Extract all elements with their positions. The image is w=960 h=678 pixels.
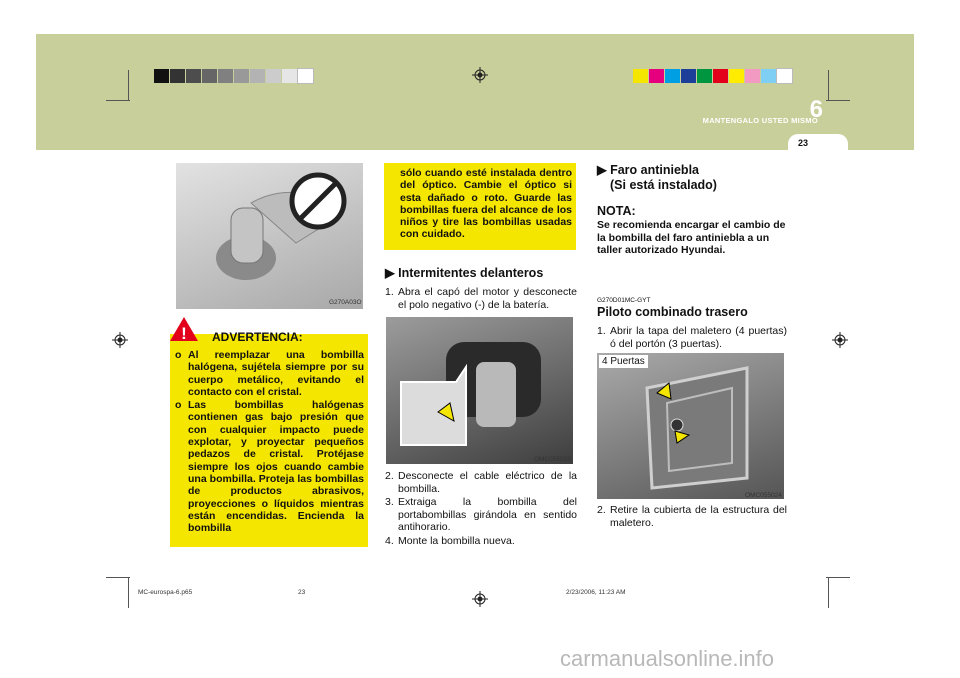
turn-signal-section xyxy=(385,266,577,312)
chapter-number: 6 xyxy=(809,96,823,123)
header-band xyxy=(36,34,914,150)
color-swatch xyxy=(170,69,185,83)
image-code: OMC055023 xyxy=(534,456,571,463)
color-swatch xyxy=(777,69,792,83)
exclamation-triangle-icon xyxy=(169,316,199,342)
step-item: 3. Extraiga la bombilla del portabombillas girándola en sentido antihorario. xyxy=(385,496,577,533)
color-swatch xyxy=(250,69,265,83)
registration-mark-icon xyxy=(472,67,488,83)
image-code: OMC055024 xyxy=(745,492,782,499)
warning-box xyxy=(170,324,368,547)
triangle-bullet-icon: ▶ xyxy=(597,163,611,177)
warning-box-continued: sólo cuando esté instalada dentro del óptico. Cambie el óptico si esta dañado o roto. Guarde las bombillas fuera del alcance de los niños y tire las bombillas usadas con cuidado. xyxy=(384,163,576,250)
turn-signal-image xyxy=(386,317,573,464)
step-item: 1. Abrir la tapa del maletero (4 puertas) ó del portón (3 puertas). xyxy=(597,325,787,350)
color-swatch xyxy=(282,69,297,83)
trunk-cover-image xyxy=(597,353,784,499)
color-swatch xyxy=(745,69,760,83)
reference-code: G270D01MC-GYT xyxy=(597,297,651,304)
color-swatch xyxy=(154,69,169,83)
svg-text:!: ! xyxy=(181,324,187,342)
step-item: 2. Desconecte el cable eléctrico de la bombilla. xyxy=(385,470,577,495)
watermark: carmanualsonline.info xyxy=(560,646,775,671)
step-item: 1. Abra el capó del motor y desconecte el polo negativo (-) de la batería. xyxy=(385,286,577,311)
section-heading: ▶ Faro antiniebla xyxy=(597,163,699,177)
fog-lamp-section: ▶ Faro antiniebla (Si está instalado) NOTA: Se recomienda encargar el cambio de la bombilla del faro antiniebla a un taller autorizado Hyundai. xyxy=(597,163,786,256)
note-title: NOTA: xyxy=(597,204,636,218)
color-swatch xyxy=(665,69,680,83)
warning-item: o Al reemplazar una bombilla halógena, sujétela siempre por su cuerpo metálico, evitando el contacto con el cristal. xyxy=(175,349,364,398)
warning-title: ADVERTENCIA: xyxy=(212,330,303,344)
halogen-bulb-image xyxy=(176,163,363,309)
footer-date: 2/23/2006, 11:23 AM xyxy=(566,589,626,596)
registration-mark-icon xyxy=(112,332,128,348)
triangle-bullet-icon: ▶ xyxy=(385,266,399,280)
process-color-bar xyxy=(633,69,793,83)
registration-mark-icon xyxy=(832,332,848,348)
image-code: G270A03O xyxy=(329,299,362,306)
color-swatch xyxy=(633,69,648,83)
color-swatch xyxy=(186,69,201,83)
image-label: 4 Puertas xyxy=(599,355,648,368)
color-swatch xyxy=(713,69,728,83)
color-swatch xyxy=(234,69,249,83)
color-swatch xyxy=(649,69,664,83)
color-swatch xyxy=(298,69,313,83)
section-heading: Piloto combinado trasero xyxy=(597,305,748,319)
color-swatch xyxy=(681,69,696,83)
page-number: 23 xyxy=(797,138,808,148)
grayscale-color-bar xyxy=(154,69,314,83)
step-item: 4. Monte la bombilla nueva. xyxy=(385,534,515,547)
step-item: 2. Retire la cubierta de la estructura del maletero. xyxy=(597,504,787,529)
section-title: MANTENGALO USTED MISMO xyxy=(702,116,818,125)
footer-page: 23 xyxy=(298,589,306,596)
section-heading: ▶ Intermitentes delanteros xyxy=(385,266,544,280)
color-swatch xyxy=(266,69,281,83)
warning-item: o Las bombillas halógenas contienen gas bajo presión que con cualquier impacto puede explotar, y proyectar pequeños pedazos de cristal. Protéjase siempre los ojos cuando cambie una bombilla. Proteja las bombillas de productos abrasivos, proyecciones o líquidos mientras están encendidas. Encienda la bombilla xyxy=(175,399,364,535)
rear-lamp-section xyxy=(597,297,787,351)
color-swatch xyxy=(697,69,712,83)
color-swatch xyxy=(218,69,233,83)
steps-list xyxy=(597,504,787,530)
color-swatch xyxy=(202,69,217,83)
steps-list xyxy=(385,470,577,548)
color-swatch xyxy=(729,69,744,83)
color-swatch xyxy=(761,69,776,83)
footer-file: MC-eurospa-6.p65 xyxy=(138,589,193,596)
note-text: Se recomienda encargar el cambio de la bombilla del faro antiniebla a un taller autorizado Hyundai. xyxy=(597,219,786,256)
registration-mark-icon xyxy=(472,591,488,607)
